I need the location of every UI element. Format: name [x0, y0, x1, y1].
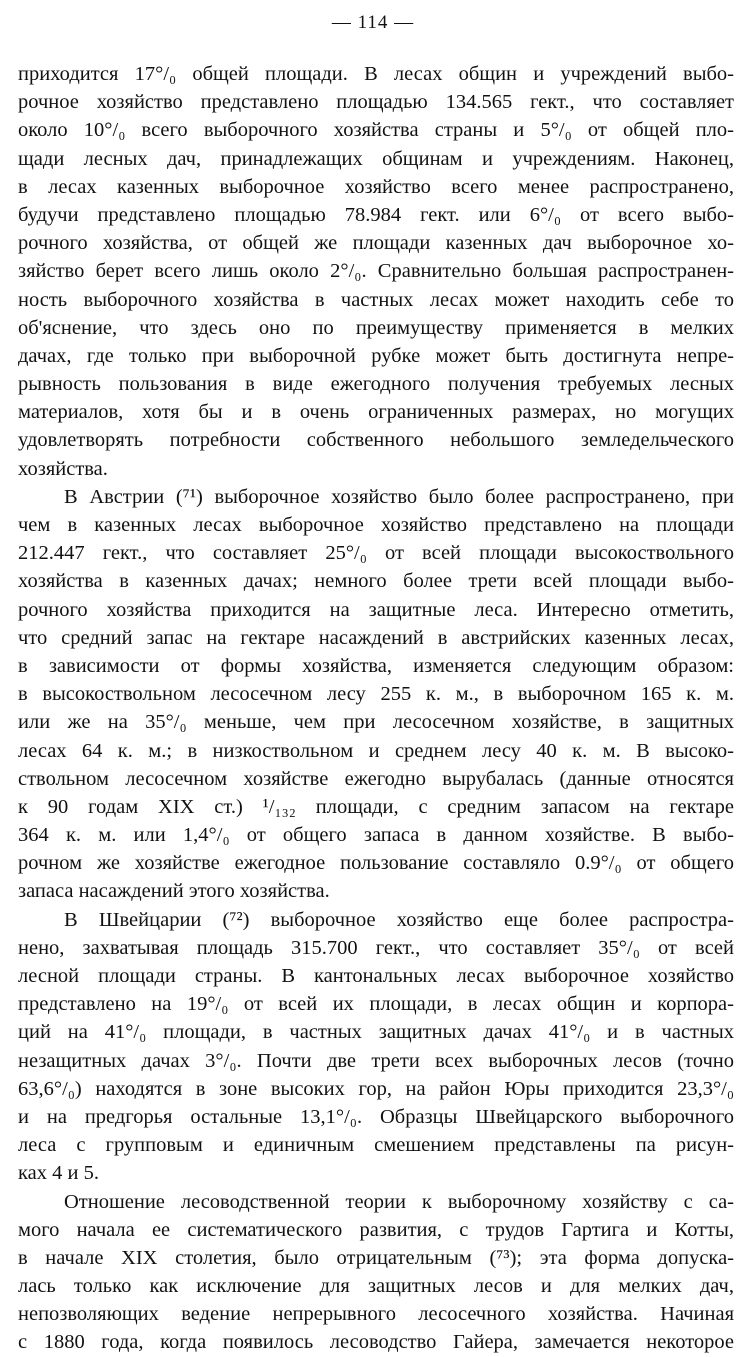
- text-line: В Швейцарии (⁷²) выборочное хозяйство еще более распростра-: [64, 908, 734, 931]
- text-line: ствольном лесосечном хозяйстве ежегодно вырубалась (данные относятся: [18, 767, 734, 790]
- text-line: лась только как исключение для защитных лесов и для мелких дач,: [18, 1275, 734, 1298]
- text-line: лесах 64 к. м.; в низкоствольном и среднем лесу 40 к. м. В высоко-: [18, 739, 734, 762]
- text-line: Отношение лесоводственной теории к выборочному хозяйству с са-: [64, 1190, 734, 1213]
- text-line: в зависимости от формы хозяйства, изменяется следующим образом:: [18, 654, 734, 677]
- text-line: ций на 41°/₀ площади, в частных защитных дачах 41°/₀ и в частных: [18, 1021, 734, 1044]
- body-text: [18, 60, 734, 1357]
- text-line: мого начала ее систематического развития, с трудов Гартига и Котты,: [18, 1218, 734, 1241]
- text-line: незащитных дачах 3°/₀. Почти две трети всех выборочных лесов (точно: [18, 1049, 734, 1072]
- text-line: в начале XIX столетия, было отрицательным (⁷³); эта форма допуска-: [18, 1246, 734, 1269]
- text-line: к 90 годам XIX ст.) ¹/₁₃₂ площади, с средним запасом на гектаре: [18, 795, 734, 818]
- text-line: об'яснение, что здесь оно по преимуществу применяется в мелких: [18, 316, 734, 339]
- text-line: рочного хозяйства приходится на защитные леса. Интересно отметить,: [18, 598, 734, 621]
- text-line: непозволяющих ведение непрерывного лесосечного хозяйства. Начиная: [18, 1303, 734, 1326]
- text-line: В Австрии (⁷¹) выборочное хозяйство было более распространено, при: [64, 485, 734, 508]
- text-line: рочном же хозяйстве ежегодное пользование составляло 0.9°/₀ от общего: [18, 852, 734, 875]
- text-line: рочное хозяйство представлено площадью 134.565 гект., что составляет: [18, 91, 734, 114]
- text-line: в лесах казенных выборочное хозяйство всего менее распространено,: [18, 175, 734, 198]
- text-line: около 10°/₀ всего выборочного хозяйства страны и 5°/₀ от общей пло-: [18, 119, 734, 142]
- text-line: 63,6°/₀) находятся в зоне высоких гор, на район Юры приходится 23,3°/₀: [18, 1077, 734, 1100]
- text-line: представлено на 19°/₀ от всей их площади, в лесах общин и корпора-: [18, 993, 734, 1016]
- text-line: в высокоствольном лесосечном лесу 255 к. м., в выборочном 165 к. м.: [18, 683, 734, 706]
- text-line: материалов, хотя бы и в очень ограниченных размерах, но могущих: [18, 401, 734, 424]
- text-line: щади лесных дач, принадлежащих общинам и учреждениям. Наконец,: [18, 147, 734, 170]
- page-number: — 114 —: [331, 12, 415, 33]
- text-line: хозяйства в казенных дачах; немного более трети всей площади выбо-: [18, 570, 734, 593]
- text-line: 212.447 гект., что составляет 25°/₀ от всей площади высокоствольного: [18, 542, 734, 565]
- text-line: ках 4 и 5.: [18, 1162, 99, 1185]
- text-line: дачах, где только при выборочной рубке может быть достигнута непре-: [18, 344, 734, 367]
- text-line: леса с групповым и единичным смешением представлены па рисун-: [18, 1134, 734, 1157]
- text-line: рывность пользования в виде ежегодного получения требуемых лесных: [18, 373, 734, 396]
- text-line: лесной площади страны. В кантональных лесах выборочное хозяйство: [18, 965, 734, 987]
- text-line: приходится 17°/₀ общей площади. В лесах общин и учреждений выбо-: [18, 63, 734, 85]
- text-line: удовлетворять потребности собственного небольшого земледельческого: [18, 429, 734, 452]
- text-line: хозяйства.: [18, 457, 108, 480]
- text-line: будучи представлено площадью 78.984 гект. или 6°/₀ от всего выбо-: [18, 203, 734, 226]
- text-line: ность выборочного хозяйства в частных лесах может находить себе то: [18, 288, 734, 311]
- text-line: чем в казенных лесах выборочное хозяйство представлено на площади: [18, 514, 734, 536]
- text-line: зяйство берет всего лишь около 2°/₀. Сравнительно большая распространен-: [18, 260, 734, 283]
- text-line: с 1880 года, когда появилось лесоводство Гайера, замечается некоторое: [18, 1331, 734, 1354]
- text-line: запаса насаждений этого хозяйства.: [18, 880, 330, 903]
- text-line: нено, захватывая площадь 315.700 гект., что составляет 35°/₀ от всей: [18, 936, 734, 959]
- text-line: или же на 35°/₀ меньше, чем при лесосечном хозяйстве, в защитных: [18, 711, 734, 734]
- text-line: и на предгорья остальные 13,1°/₀. Образцы Швейцарского выборочного: [18, 1105, 734, 1128]
- text-line: что средний запас на гектаре насаждений в австрийских казенных лесах,: [18, 626, 734, 649]
- text-line: рочного хозяйства, от общей же площади казенных дач выборочное хо-: [18, 232, 734, 255]
- text-line: 364 к. м. или 1,4°/₀ от общего запаса в данном хозяйстве. В выбо-: [18, 824, 734, 847]
